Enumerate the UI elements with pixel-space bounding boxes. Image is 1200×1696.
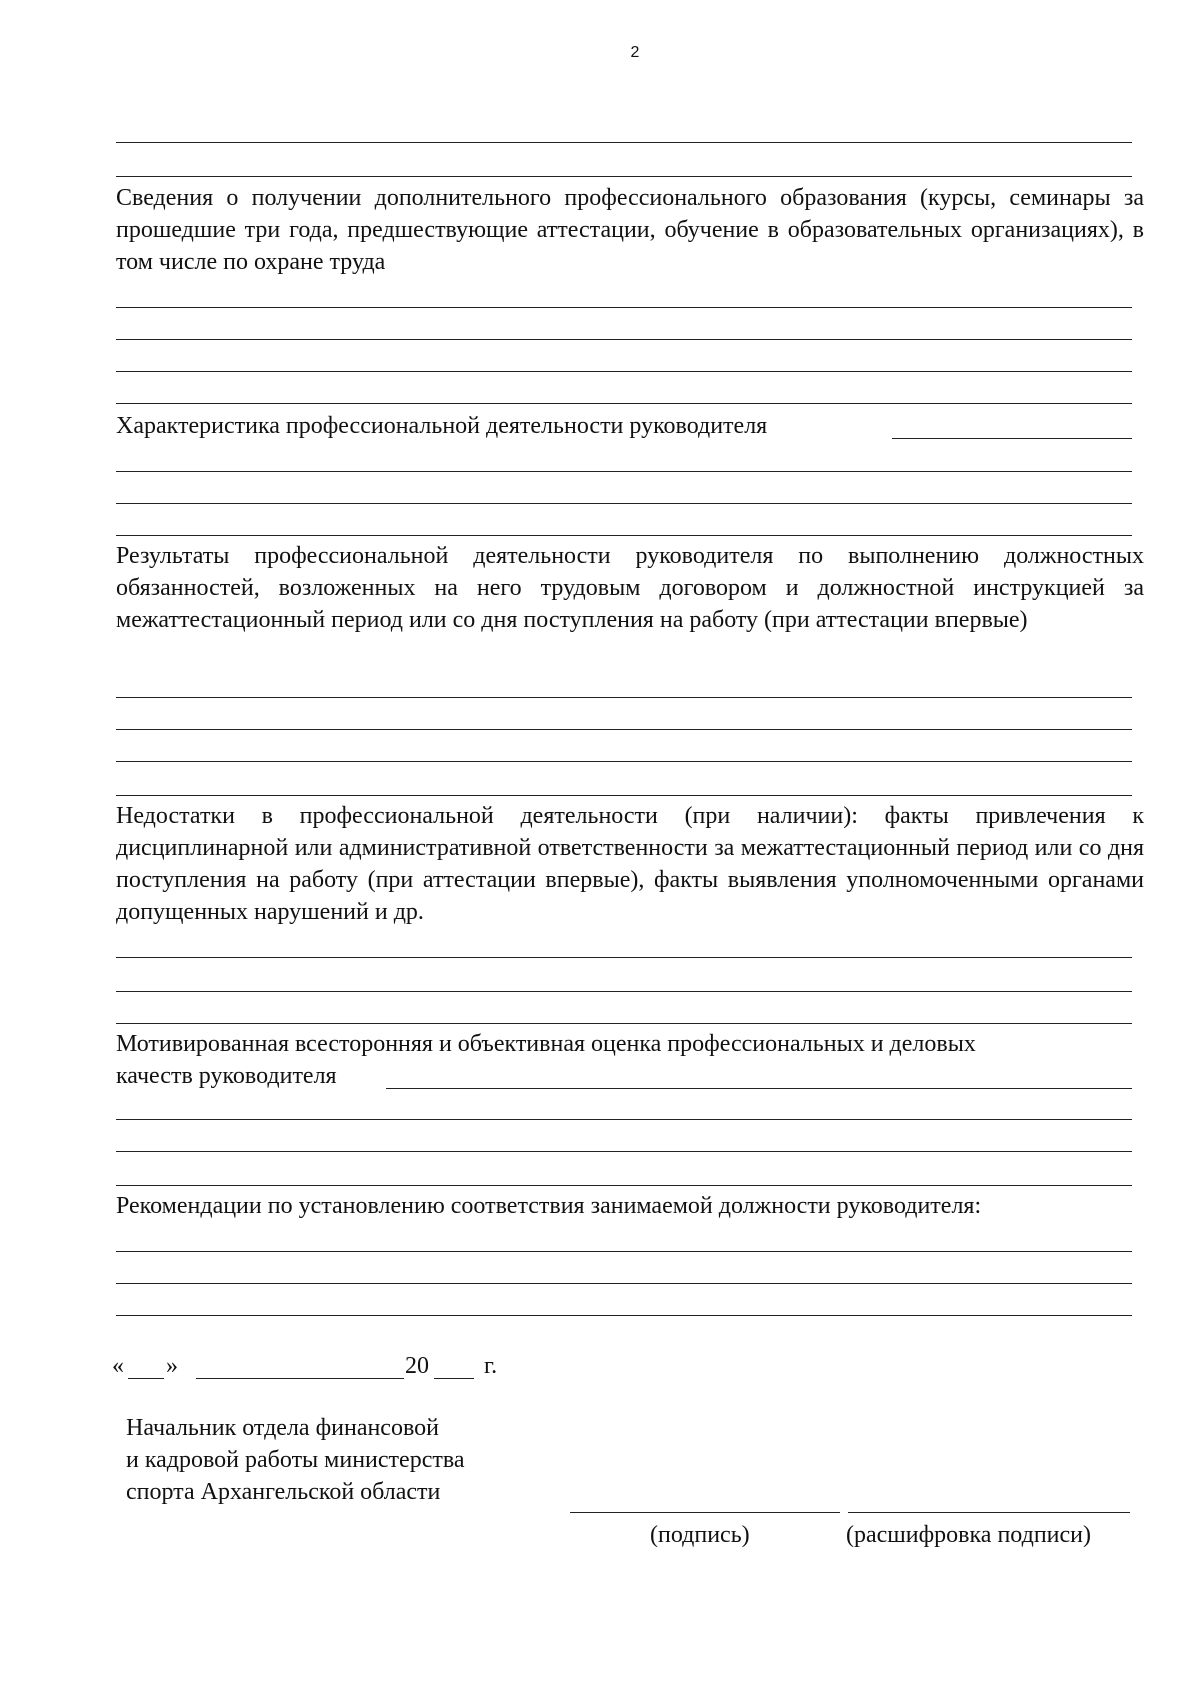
- characteristic-blank[interactable]: [892, 438, 1132, 439]
- date-year-blank[interactable]: [434, 1378, 474, 1379]
- blank-line[interactable]: [116, 503, 1132, 504]
- blank-line[interactable]: [116, 535, 1132, 536]
- blank-line[interactable]: [116, 1185, 1132, 1186]
- date-year-prefix: 20: [405, 1353, 429, 1379]
- blank-line[interactable]: [116, 471, 1132, 472]
- evaluation-text-line1: Мотивированная всесторонняя и объективная оценка профессиональных и деловых: [116, 1031, 976, 1057]
- blank-line[interactable]: [116, 729, 1132, 730]
- blank-line[interactable]: [116, 307, 1132, 308]
- blank-line[interactable]: [116, 1119, 1132, 1120]
- signature-blank[interactable]: [570, 1512, 840, 1513]
- blank-line[interactable]: [116, 795, 1132, 796]
- blank-line[interactable]: [116, 1283, 1132, 1284]
- evaluation-text-line2: качеств руководителя: [116, 1063, 337, 1089]
- results-section-text: Результаты профессиональной деятельности руководителя по выполнению должностных обязанностей, возложенных на него трудовым договором и должностной инструкцией за межаттестационный период или со дня поступления на работу (при аттестации впервые): [116, 543, 1144, 633]
- date-open-quote: «: [112, 1353, 124, 1379]
- blank-line[interactable]: [116, 957, 1132, 958]
- signer-line: Начальник отдела финансовой: [126, 1415, 439, 1441]
- blank-line[interactable]: [116, 339, 1132, 340]
- signer-line: и кадровой работы министерства: [126, 1447, 465, 1473]
- blank-line[interactable]: [116, 371, 1132, 372]
- dpo-section-text: Сведения о получении дополнительного профессионального образования (курсы, семинары за прошедшие три года, предшествующие аттестации, обучение в образовательных организациях), в том числе по охране труда: [116, 185, 1144, 275]
- signature-decoding-blank[interactable]: [848, 1512, 1130, 1513]
- signature-decoding-caption: (расшифровка подписи): [846, 1522, 1091, 1548]
- blank-line[interactable]: [116, 697, 1132, 698]
- evaluation-blank[interactable]: [386, 1088, 1132, 1089]
- shortcomings-section-text: Недостатки в профессиональной деятельности (при наличии): факты привлечения к дисциплинарной или административной ответственности за межаттестационный период или со дня поступления на работу (при аттестации впервые), факты выявления уполномоченными органами допущенных нарушений и др.: [116, 803, 1144, 925]
- page-number: 2: [630, 44, 640, 61]
- date-year-suffix: г.: [484, 1353, 498, 1379]
- signature-caption: (подпись): [650, 1522, 750, 1548]
- blank-line[interactable]: [116, 403, 1132, 404]
- signer-line: спорта Архангельской области: [126, 1479, 441, 1505]
- date-month-blank[interactable]: [196, 1378, 404, 1379]
- characteristic-label: Характеристика профессиональной деятельности руководителя: [116, 413, 768, 439]
- blank-line[interactable]: [116, 1315, 1132, 1316]
- blank-line[interactable]: [116, 1023, 1132, 1024]
- blank-line[interactable]: [116, 761, 1132, 762]
- blank-line[interactable]: [116, 1151, 1132, 1152]
- recommendations-label: Рекомендации по установлению соответствия занимаемой должности руководителя:: [116, 1193, 982, 1219]
- blank-line[interactable]: [116, 142, 1132, 143]
- blank-line[interactable]: [116, 176, 1132, 177]
- signer-position: [126, 1412, 465, 1508]
- date-close-quote: »: [166, 1353, 178, 1379]
- date-day-blank[interactable]: [128, 1378, 164, 1379]
- blank-line[interactable]: [116, 1251, 1132, 1252]
- blank-line[interactable]: [116, 991, 1132, 992]
